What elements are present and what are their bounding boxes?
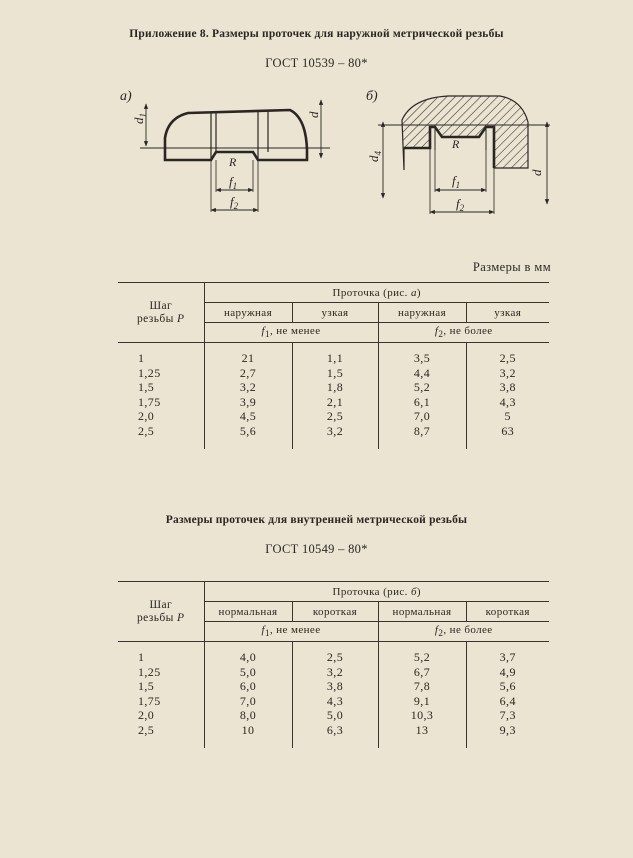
gost-standard-1: ГОСТ 10539 – 80* xyxy=(265,56,368,70)
figure-b-label: б) xyxy=(366,89,378,104)
table-cell: 1,75 xyxy=(138,394,161,409)
col-header-3: наружная xyxy=(378,303,466,323)
table-cell: 3,2 xyxy=(499,365,516,380)
f1-header: $f_1$, не менее xyxy=(204,622,378,642)
table-cell: 2,5 xyxy=(326,650,344,664)
table-cell: 2,5 xyxy=(138,722,155,737)
table-cell: 1,5 xyxy=(138,679,155,693)
table-cell: 1 xyxy=(138,351,145,365)
group-header: Проточка (рис. а) xyxy=(204,283,549,303)
figure-a-d-label: d xyxy=(306,111,321,118)
col-header-3: нормальная xyxy=(378,602,466,622)
table-cell: 3,2 xyxy=(326,664,344,679)
figure-b-hatched-part xyxy=(402,96,528,170)
figure-a-r-label: R xyxy=(229,155,237,169)
column-1 xyxy=(204,642,292,748)
figure-b-f2-label: $f_2$ xyxy=(456,196,465,213)
table-cell: 9,1 xyxy=(413,693,431,708)
table-cell: 1,1 xyxy=(326,351,344,365)
figure-a-d1-label: $d_1$ xyxy=(131,113,148,124)
column-4 xyxy=(466,642,549,748)
table-cell: 2,0 xyxy=(138,708,155,722)
table-cell: 5,6 xyxy=(499,679,516,693)
table-cell: 6,0 xyxy=(239,679,257,693)
table-internal-thread-grooves xyxy=(118,581,549,748)
column-1 xyxy=(204,343,292,449)
col-header-4: узкая xyxy=(466,303,549,323)
table-cell: 5,6 xyxy=(239,423,257,438)
col-header-1: нормальная xyxy=(204,602,292,622)
figure-b-d-label: d xyxy=(529,169,544,176)
col-header-2: короткая xyxy=(292,602,378,622)
table-cell: 5,0 xyxy=(326,708,344,722)
appendix-title: Приложение 8. Размеры проточек для наружной метрической резьбы xyxy=(129,28,504,40)
col-header-1: наружная xyxy=(204,303,292,323)
table-cell: 4,3 xyxy=(499,394,516,409)
table-cell: 9,3 xyxy=(499,722,516,737)
table-cell: 3,8 xyxy=(499,380,516,394)
pitch-header-line2: резьбы P xyxy=(137,312,185,325)
table-cell: 10 xyxy=(241,722,255,737)
group-header: Проточка (рис. б) xyxy=(204,582,549,602)
table-cell: 4,5 xyxy=(239,409,257,423)
column-3 xyxy=(378,343,466,449)
f2-header: $f_2$, не более xyxy=(378,622,549,642)
table-cell: 5,2 xyxy=(413,650,431,664)
figure-a-external-groove xyxy=(120,89,330,212)
column-2 xyxy=(292,642,378,748)
table-cell: 3,5 xyxy=(413,351,431,365)
table-cell: 6,1 xyxy=(413,394,431,409)
table-external-thread-grooves xyxy=(118,282,549,449)
gost-standard-2: ГОСТ 10549 – 80* xyxy=(265,542,368,556)
table-cell: 1,75 xyxy=(138,693,161,708)
table-cell: 1,25 xyxy=(138,664,161,679)
table-cell: 7,3 xyxy=(499,708,516,722)
f2-header: $f_2$, не более xyxy=(378,323,549,343)
figure-b-internal-groove xyxy=(366,89,550,214)
units-note: Размеры в мм xyxy=(472,260,551,274)
table-cell: 1,25 xyxy=(138,365,161,380)
table-cell: 13 xyxy=(415,722,429,737)
table-cell: 8,7 xyxy=(413,423,431,438)
table-cell: 2,5 xyxy=(326,409,344,423)
pitch-header-line2: резьбы P xyxy=(137,611,185,624)
table-cell: 4,9 xyxy=(499,664,516,679)
table-cell: 10,3 xyxy=(410,708,434,722)
table-cell: 4,3 xyxy=(326,693,344,708)
table-cell: 3,8 xyxy=(326,679,344,693)
figure-a-f1-label: $f_1$ xyxy=(229,174,238,191)
table-cell: 2,5 xyxy=(138,423,155,438)
table-cell: 6,7 xyxy=(413,664,431,679)
column-4 xyxy=(466,343,549,449)
figure-b-d4-label: $d_4$ xyxy=(366,151,383,162)
table-cell: 5,0 xyxy=(239,664,257,679)
table-cell: 63 xyxy=(501,423,515,438)
table-cell: 1,8 xyxy=(326,380,344,394)
table-cell: 3,2 xyxy=(239,380,257,394)
groove-figures xyxy=(0,0,633,250)
table-cell: 3,2 xyxy=(326,423,344,438)
table-cell: 5,2 xyxy=(413,380,431,394)
figure-b-f1-label: $f_1$ xyxy=(452,173,461,190)
f1-header: $f_1$, не менее xyxy=(204,323,378,343)
table-cell: 7,8 xyxy=(413,679,431,693)
pitch-header-line1: Шаг xyxy=(149,598,173,611)
column-3 xyxy=(378,642,466,748)
pitch-column xyxy=(118,642,204,748)
table-cell: 2,7 xyxy=(239,365,257,380)
figure-a-part-outline xyxy=(165,110,307,160)
table-cell: 2,1 xyxy=(326,394,344,409)
table-cell: 1,5 xyxy=(138,380,155,394)
figure-a-label: а) xyxy=(120,89,132,104)
table-cell: 2,5 xyxy=(499,351,516,365)
table-cell: 4,0 xyxy=(239,650,257,664)
pitch-header xyxy=(118,582,204,642)
table-cell: 1 xyxy=(138,650,145,664)
table-cell: 7,0 xyxy=(413,409,431,423)
table-cell: 8,0 xyxy=(239,708,257,722)
table-cell: 5 xyxy=(504,409,511,423)
figure-b-r-label: R xyxy=(452,137,460,151)
internal-thread-title: Размеры проточек для внутренней метрической резьбы xyxy=(165,514,468,526)
table-cell: 3,9 xyxy=(239,394,257,409)
table-cell: 1,5 xyxy=(326,365,344,380)
column-2 xyxy=(292,343,378,449)
table-cell: 6,4 xyxy=(499,693,516,708)
table-cell: 4,4 xyxy=(413,365,431,380)
table-cell: 21 xyxy=(241,351,255,365)
col-header-2: узкая xyxy=(292,303,378,323)
table-cell: 7,0 xyxy=(239,693,257,708)
pitch-header-line1: Шаг xyxy=(149,299,173,312)
pitch-header xyxy=(118,283,204,343)
col-header-4: короткая xyxy=(466,602,549,622)
pitch-column xyxy=(118,343,204,449)
table-cell: 2,0 xyxy=(138,409,155,423)
figure-a-f2-label: $f_2$ xyxy=(230,194,239,211)
table-cell: 6,3 xyxy=(326,722,344,737)
table-cell: 3,7 xyxy=(499,650,516,664)
